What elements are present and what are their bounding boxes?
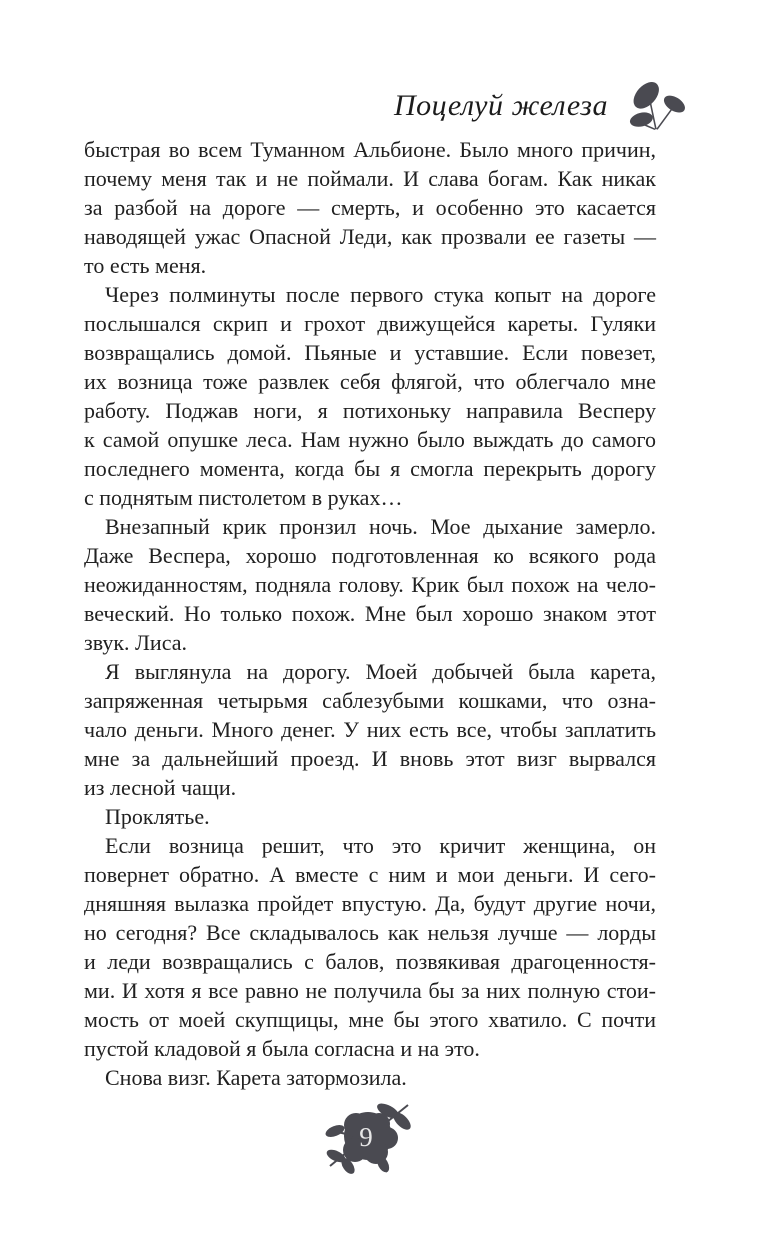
text-line: пустой кладовой я была согласна и на это.	[84, 1036, 480, 1061]
page-number: 9	[359, 1122, 373, 1152]
text-line: то есть меня.	[84, 253, 207, 278]
text-line: последнего момента, когда бы я смогла перекрыть дорогу	[84, 456, 656, 481]
text-line: Снова визг. Карета затормозила.	[105, 1065, 407, 1090]
text-line: мне за дальнейший проезд. И вновь этот визг вырвался	[84, 746, 656, 771]
body-text	[84, 135, 656, 1092]
text-line: дняшняя вылазка пройдет впустую. Да, будут другие ночи,	[84, 891, 656, 916]
text-line: звук. Лиса.	[84, 630, 188, 655]
text-line: Даже Веспера, хорошо подготовленная ко всякого рода	[84, 543, 656, 568]
text-line: Через полминуты после первого стука копыт на дороге	[105, 282, 656, 307]
text-line: Внезапный крик пронзил ночь. Мое дыхание замерло.	[105, 514, 656, 539]
text-line: и леди возвращались с балов, позвякивая драгоценностя-	[84, 949, 656, 974]
text-line: мость от моей скупщицы, мне бы этого хватило. С почти	[84, 1007, 656, 1032]
text-line: с поднятым пистолетом в руках…	[84, 485, 403, 510]
text-line: к самой опушке леса. Нам нужно было выждать до самого	[84, 427, 656, 452]
text-line: Если возница решит, что это кричит женщина, он	[105, 833, 656, 858]
text-line: но сегодня? Все складывалось как нельзя лучше — лорды	[84, 920, 656, 945]
text-line: за разбой на дороге — смерть, и особенно это касается	[84, 195, 656, 220]
text-line: чало деньги. Много денег. У них есть все, чтобы заплатить	[84, 717, 656, 742]
page-footer-ornament	[324, 1100, 416, 1176]
text-line: послышался скрип и грохот движущейся кареты. Гуляки	[84, 311, 656, 336]
text-line: ми. И хотя я все равно не получила бы за них полную стои-	[84, 978, 656, 1003]
text-line: почему меня так и не поймали. И слава богам. Как никак	[84, 166, 656, 191]
text-line: работу. Поджав ноги, я потихоньку направила Весперу	[84, 398, 656, 423]
text-line: их возница тоже развлек себя флягой, что облегчало мне	[84, 369, 656, 394]
leaf-sprig-icon	[620, 80, 690, 132]
text-line: Я выглянула на дорогу. Моей добычей была карета,	[105, 659, 656, 684]
text-line: повернет обратно. А вместе с ним и мои деньги. И сего-	[84, 862, 656, 887]
running-head	[84, 80, 690, 132]
text-line: наводящей ужас Опасной Леди, как прозвали ее газеты —	[84, 224, 656, 249]
chapter-running-title: Поцелуй железа	[393, 89, 608, 122]
text-line: веческий. Но только похож. Мне был хорошо знаком этот	[84, 601, 656, 626]
text-line: запряженная четырьмя саблезубыми кошками, что озна-	[84, 688, 656, 713]
text-line: быстрая во всем Туманном Альбионе. Было много причин,	[84, 137, 656, 162]
text-line: неожиданностям, подняла голову. Крик был похож на чело-	[84, 572, 656, 597]
text-line: из лесной чащи.	[84, 775, 237, 800]
text-line: Проклятье.	[105, 804, 210, 829]
text-line: возвращались домой. Пьяные и уставшие. Если повезет,	[84, 340, 656, 365]
